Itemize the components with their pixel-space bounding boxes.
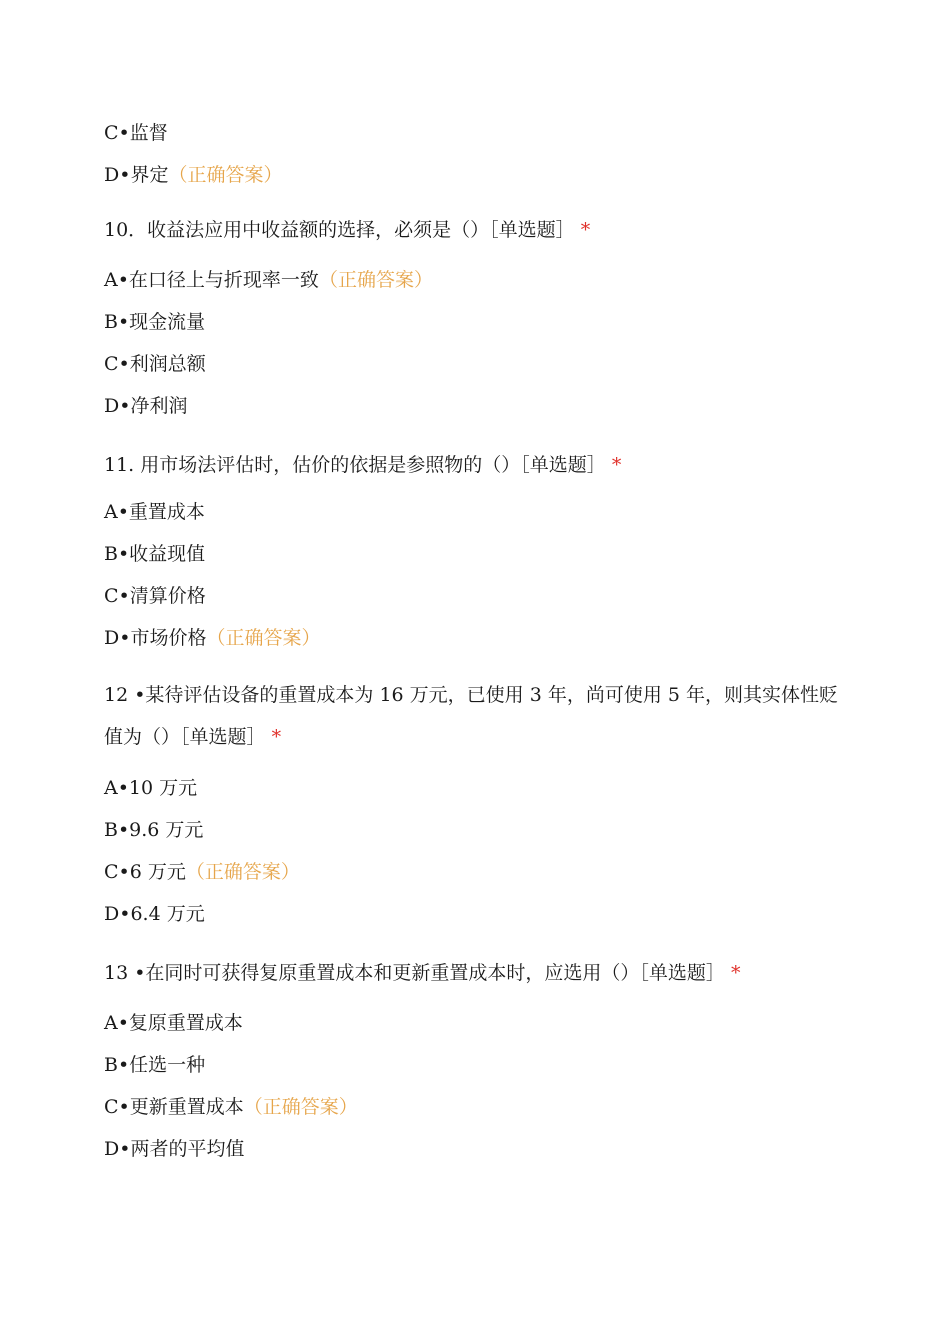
required-star: * bbox=[730, 962, 741, 984]
option-12a bbox=[104, 776, 197, 800]
option-text: D•净利润 bbox=[104, 395, 188, 417]
question-text: 12 •某待评估设备的重置成本为 16 万元，已使用 3 年，尚可使用 5 年，则其实体性贬值为（）［单选题］ bbox=[104, 684, 839, 748]
option-text: D•界定 bbox=[104, 164, 169, 186]
required-star: * bbox=[271, 726, 282, 748]
option-text: C•更新重置成本 bbox=[104, 1096, 244, 1118]
correct-answer-tag: （正确答案） bbox=[318, 269, 433, 291]
option-11c bbox=[104, 584, 206, 608]
question-text: 13 •在同时可获得复原重置成本和更新重置成本时，应选用（）［单选题］ bbox=[104, 962, 725, 984]
question-text: 11. 用市场法评估时，估价的依据是参照物的（）［单选题］ bbox=[104, 454, 606, 476]
option-12b bbox=[104, 818, 203, 842]
correct-answer-tag: （正确答案） bbox=[243, 1096, 358, 1118]
option-text: B•9.6 万元 bbox=[104, 819, 204, 841]
correct-answer-tag: （正确答案） bbox=[185, 861, 300, 883]
question-11 bbox=[104, 453, 621, 477]
option-12d bbox=[104, 902, 205, 926]
option-text: A•在口径上与折现率一致 bbox=[104, 269, 319, 291]
option-10d bbox=[104, 394, 187, 418]
option-text: D•两者的平均值 bbox=[104, 1138, 245, 1160]
required-star: * bbox=[580, 219, 591, 241]
option-text: A•复原重置成本 bbox=[104, 1012, 243, 1034]
option-13c bbox=[104, 1095, 358, 1119]
option-text: B•任选一种 bbox=[104, 1054, 206, 1076]
question-12 bbox=[104, 674, 844, 758]
option-text: B•收益现值 bbox=[104, 543, 206, 565]
option-13d bbox=[104, 1137, 244, 1161]
option-text: C•6 万元 bbox=[104, 861, 186, 883]
option-10b bbox=[104, 310, 205, 334]
correct-answer-tag: （正确答案） bbox=[168, 164, 283, 186]
option-text: C•利润总额 bbox=[104, 353, 206, 375]
option-13a bbox=[104, 1011, 243, 1035]
option-10c bbox=[104, 352, 206, 376]
question-text: 10．收益法应用中收益额的选择，必须是（）［单选题］ bbox=[104, 219, 575, 241]
option-9c bbox=[104, 121, 168, 145]
correct-answer-tag: （正确答案） bbox=[206, 627, 321, 649]
option-11b bbox=[104, 542, 205, 566]
option-text: B•现金流量 bbox=[104, 311, 206, 333]
option-text: D•市场价格 bbox=[104, 627, 207, 649]
option-10a bbox=[104, 268, 433, 292]
required-star: * bbox=[611, 454, 622, 476]
option-text: A•10 万元 bbox=[104, 777, 198, 799]
option-9d bbox=[104, 163, 282, 187]
option-11a bbox=[104, 500, 205, 524]
option-12c bbox=[104, 860, 300, 884]
question-13 bbox=[104, 961, 740, 985]
option-text: C•清算价格 bbox=[104, 585, 206, 607]
question-10 bbox=[104, 218, 590, 242]
option-text: A•重置成本 bbox=[104, 501, 205, 523]
option-11d bbox=[104, 626, 320, 650]
option-text: D•6.4 万元 bbox=[104, 903, 205, 925]
option-13b bbox=[104, 1053, 205, 1077]
option-text: C•监督 bbox=[104, 122, 168, 144]
